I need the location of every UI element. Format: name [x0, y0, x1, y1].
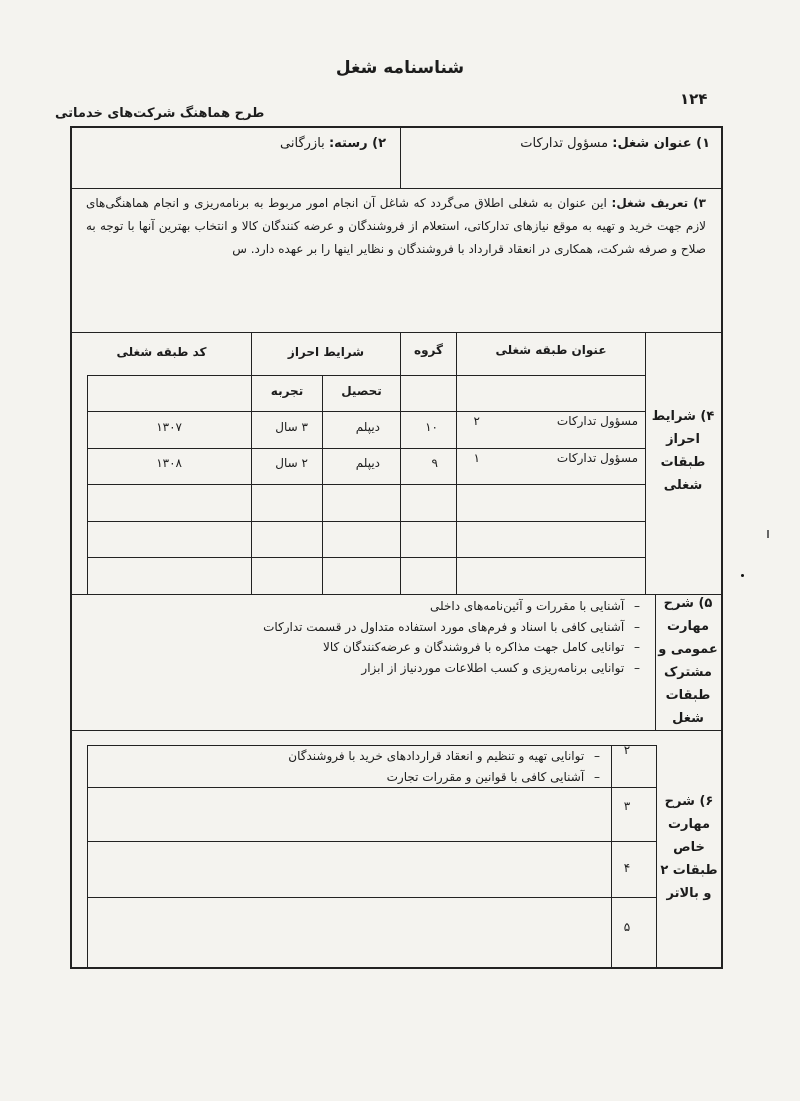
list-item: – آشنایی کافی با اسناد و فرم‌های مورد استفاده متداول در قسمت تدارکات — [260, 617, 640, 638]
class-code-cell: ۱۳۰۸ — [156, 456, 182, 470]
level-number: ۲ — [623, 743, 631, 757]
category-label: ۲) رسته: — [328, 136, 386, 151]
document-subtitle: طرح هماهنگ شرکت‌های خدماتی — [55, 106, 265, 121]
scan-mark — [741, 574, 744, 577]
page-title: شناسنامه شغل — [335, 58, 465, 78]
category-field — [80, 136, 386, 151]
education-cell: دیپلم — [355, 456, 380, 470]
definition-label: ۳) تعریف شغل: — [611, 196, 706, 210]
header-group: گروه — [414, 343, 443, 357]
job-title-label: ۱) عنوان شغل: — [612, 136, 710, 151]
list-item: – توانایی تهیه و تنظیم و انعقاد قراردادهای خرید با فروشندگان — [280, 746, 600, 767]
definition-text: این عنوان به شغلی اطلاق می‌گردد که شاغل آن انجام امور مربوط به برنامه‌ریزی و انجام هماهنگی‌های لازم جهت خرید و تهیه به موقع نیازهای تدارکاتی، استعلام از فروشندگان و عرضه کنندگان کالا و انتخاب بهترین آنها با توجه به صلاح و صرفه شرکت، همکاری در انعقاد قرارداد با فروشندگان و نظایر اینها را بر عهده دارد. س — [86, 196, 706, 256]
general-skills-section-label: ۵) شرح مهارت عمومی و مشترک طبقات شغل — [658, 596, 718, 726]
level-number: ۴ — [623, 861, 631, 875]
level-number: ۳ — [623, 799, 631, 813]
header-class-code: کد طبقه شغلی — [116, 345, 207, 359]
page-number: ۱۲۴ — [680, 90, 708, 108]
job-title-field — [410, 136, 710, 151]
class-level-cell: ۱ — [473, 451, 480, 465]
list-item: – توانایی کامل جهت مذاکره با فروشندگان و عرضه‌کنندگان کالا — [260, 637, 640, 658]
category-value: بازرگانی — [280, 136, 325, 151]
group-cell: ۱۰ — [425, 420, 438, 434]
education-cell: دیپلم — [355, 420, 380, 434]
experience-cell: ۲ سال — [275, 456, 308, 470]
job-definition — [86, 192, 706, 261]
special-skills-section-label: ۶) شرح مهارت خاص طبقات ۲ و بالاتر — [660, 794, 718, 901]
header-education: تحصیل — [341, 384, 382, 398]
level-number: ۵ — [623, 920, 631, 934]
scan-mark — [767, 530, 769, 538]
header-class-title: عنوان طبقه شغلی — [495, 343, 607, 357]
job-title-value: مسؤول تدارکات — [520, 136, 609, 151]
group-cell: ۹ — [431, 456, 438, 470]
general-skills-list — [260, 596, 640, 678]
header-requirements: شرایط احراز — [287, 345, 365, 359]
class-code-cell: ۱۳۰۷ — [156, 420, 182, 434]
class-level-cell: ۲ — [473, 414, 480, 428]
experience-cell: ۳ سال — [275, 420, 308, 434]
special-skills-list — [280, 746, 600, 787]
qualifications-section-label: ۴) شرایط احراز طبقات شغلی — [651, 409, 715, 493]
header-experience: تجربه — [270, 384, 304, 398]
list-item: – توانایی برنامه‌ریزی و کسب اطلاعات موردنیاز از ابزار — [260, 658, 640, 679]
list-item: – آشنایی کافی با قوانین و مقررات تجارت — [280, 767, 600, 788]
class-title-cell: مسؤول تدارکات — [556, 451, 638, 465]
list-item: – آشنایی با مقررات و آئین‌نامه‌های داخلی — [260, 596, 640, 617]
class-title-cell: مسؤول تدارکات — [556, 414, 638, 428]
